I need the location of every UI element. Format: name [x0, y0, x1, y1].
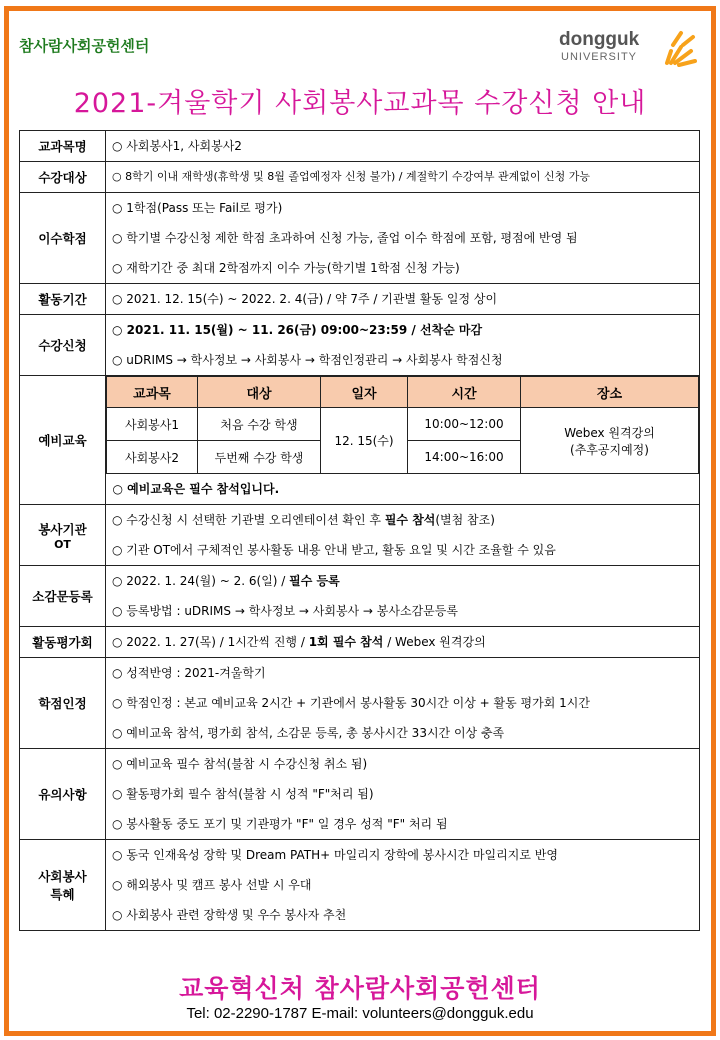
- prep-row1-time: 10:00~12:00: [408, 408, 521, 441]
- label-benefit-line1: 사회봉사: [38, 869, 87, 884]
- footer-org: 교육혁신처 참사람사회공헌센터: [179, 974, 541, 1003]
- prep-header-place: 장소: [521, 377, 699, 408]
- prep-note: ○ 예비교육은 필수 참석입니다.: [112, 482, 280, 496]
- page-frame: [4, 6, 716, 1036]
- prep-row2-target: 두번째 수강 학생: [198, 441, 321, 474]
- flame-icon: [659, 29, 699, 69]
- prep-row2-subject: 사회봉사2: [107, 441, 198, 474]
- org-line-1-a: ○ 수강신청 시 선택한 기관별 오리엔테이션 확인 후: [112, 513, 385, 527]
- row-register: [20, 315, 700, 376]
- label-caution: 유의사항: [20, 749, 106, 840]
- row-caution: [20, 749, 700, 840]
- org-line-1-b: 필수 참석: [384, 513, 436, 527]
- row-target: [20, 162, 700, 193]
- row-recog: [20, 658, 700, 749]
- label-prep: 예비교육: [20, 376, 106, 505]
- benefit-line-2: ○ 해외봉사 및 캠프 봉사 선발 시 우대: [112, 878, 312, 892]
- prep-header-date: 일자: [321, 377, 408, 408]
- prep-row2-time: 14:00~16:00: [408, 441, 521, 474]
- caution-line-1: ○ 예비교육 필수 참석(불참 시 수강신청 취소 됨): [112, 757, 368, 771]
- row-credit: [20, 193, 700, 284]
- label-benefit-line2: 특혜: [50, 887, 75, 902]
- label-target: 수강대상: [20, 162, 106, 193]
- prep-place-line1: Webex 원격강의: [564, 425, 655, 440]
- org-line-1-c: (별첨 참조): [435, 513, 495, 527]
- subject-text: ○ 사회봉사1, 사회봉사2: [112, 139, 242, 153]
- label-org: [20, 505, 106, 566]
- prep-header-target: 대상: [198, 377, 321, 408]
- eval-line-1-a: ○ 2022. 1. 27(목) / 1시간씩 진행 /: [112, 635, 309, 649]
- prep-schedule-table: [106, 376, 699, 504]
- review-line-2: ○ 등록방법 : uDRIMS → 학사정보 → 사회봉사 → 봉사소감문등록: [112, 604, 458, 618]
- label-subject: 교과목명: [20, 131, 106, 162]
- review-line-1-b: 필수 등록: [289, 574, 340, 588]
- register-line-2: ○ uDRIMS → 학사정보 → 사회봉사 → 학점인정관리 → 사회봉사 학점신청: [112, 353, 503, 367]
- recog-line-1: ○ 성적반영 : 2021-겨울학기: [112, 666, 266, 680]
- target-text: ○ 8학기 이내 재학생(휴학생 및 8월 졸업예정자 신청 불가) / 계절학기 수강여부 관계없이 신청 가능: [112, 170, 590, 183]
- prep-date: 12. 15(수): [321, 408, 408, 474]
- prep-header-time: 시간: [408, 377, 521, 408]
- label-period: 활동기간: [20, 284, 106, 315]
- label-org-line1: 봉사기관: [38, 521, 87, 537]
- row-subject: [20, 131, 700, 162]
- credit-line-3: ○ 재학기간 중 최대 2학점까지 이수 가능(학기별 1학점 신청 가능): [112, 261, 460, 275]
- university-logo: [559, 27, 699, 71]
- row-benefit: [20, 840, 700, 931]
- info-table: [19, 130, 700, 931]
- eval-line-1-c: / Webex 원격강의: [383, 635, 486, 649]
- credit-line-1: ○ 1학점(Pass 또는 Fail로 평가): [112, 201, 283, 215]
- prep-row1-subject: 사회봉사1: [107, 408, 198, 441]
- prep-row-1: [107, 408, 699, 441]
- review-line-1: [112, 566, 693, 596]
- prep-note-row: [107, 474, 699, 505]
- row-eval: [20, 627, 700, 658]
- row-period: [20, 284, 700, 315]
- caution-line-2: ○ 활동평가회 필수 참석(불참 시 성적 "F"처리 됨): [112, 787, 374, 801]
- logo-text: dongguk: [559, 29, 640, 50]
- center-name: 참사람사회공헌센터: [19, 37, 150, 55]
- period-text: ○ 2021. 12. 15(수) ~ 2022. 2. 4(금) / 약 7주 / 기관별 활동 일정 상이: [112, 292, 498, 306]
- label-benefit: [20, 840, 106, 931]
- prep-place: [521, 408, 699, 474]
- credit-line-2: ○ 학기별 수강신청 제한 학점 초과하여 신청 가능, 졸업 이수 학점에 포함, 평점에 반영 됨: [112, 231, 578, 245]
- label-credit: 이수학점: [20, 193, 106, 284]
- row-review: [20, 566, 700, 627]
- label-register: 수강신청: [20, 315, 106, 376]
- label-eval: 활동평가회: [20, 627, 106, 658]
- prep-row1-target: 처음 수강 학생: [198, 408, 321, 441]
- recog-line-2: ○ 학점인정 : 본교 예비교육 2시간 + 기관에서 봉사활동 30시간 이상 + 활동 평가회 1시간: [112, 696, 590, 710]
- benefit-line-1: ○ 동국 인재육성 장학 및 Dream PATH+ 마일리지 장학에 봉사시간 마일리지로 반영: [112, 848, 558, 862]
- label-review: 소감문등록: [20, 566, 106, 627]
- logo-subtext: UNIVERSITY: [561, 51, 638, 63]
- footer-contact: Tel: 02-2290-1787 E-mail: volunteers@dongguk.edu: [186, 1005, 534, 1022]
- prep-header-subject: 교과목: [107, 377, 198, 408]
- register-line-1: ○ 2021. 11. 15(월) ~ 11. 26(금) 09:00~23:59 / 선착순 마감: [112, 323, 483, 337]
- label-recog: 학점인정: [20, 658, 106, 749]
- label-org-line2: OT: [54, 537, 71, 551]
- page-title: 2021-겨울학기 사회봉사교과목 수강신청 안내: [73, 88, 647, 119]
- row-org: [20, 505, 700, 566]
- prep-place-line2: (추후공지예정): [570, 442, 649, 457]
- eval-line-1-b: 1회 필수 참석: [308, 635, 384, 649]
- prep-header-row: [107, 377, 699, 408]
- review-line-1-a: ○ 2022. 1. 24(월) ~ 2. 6(일) /: [112, 574, 290, 588]
- row-prep: [20, 376, 700, 505]
- org-line-2: ○ 기관 OT에서 구체적인 봉사활동 내용 안내 받고, 활동 요일 및 시간 조율할 수 있음: [112, 543, 556, 557]
- eval-line-1: [112, 627, 693, 657]
- caution-line-3: ○ 봉사활동 중도 포기 및 기관평가 "F" 일 경우 성적 "F" 처리 됨: [112, 817, 448, 831]
- benefit-line-3: ○ 사회봉사 관련 장학생 및 우수 봉사자 추천: [112, 908, 347, 922]
- org-line-1: [112, 505, 693, 535]
- recog-line-3: ○ 예비교육 참석, 평가회 참석, 소감문 등록, 총 봉사시간 33시간 이상 충족: [112, 726, 505, 740]
